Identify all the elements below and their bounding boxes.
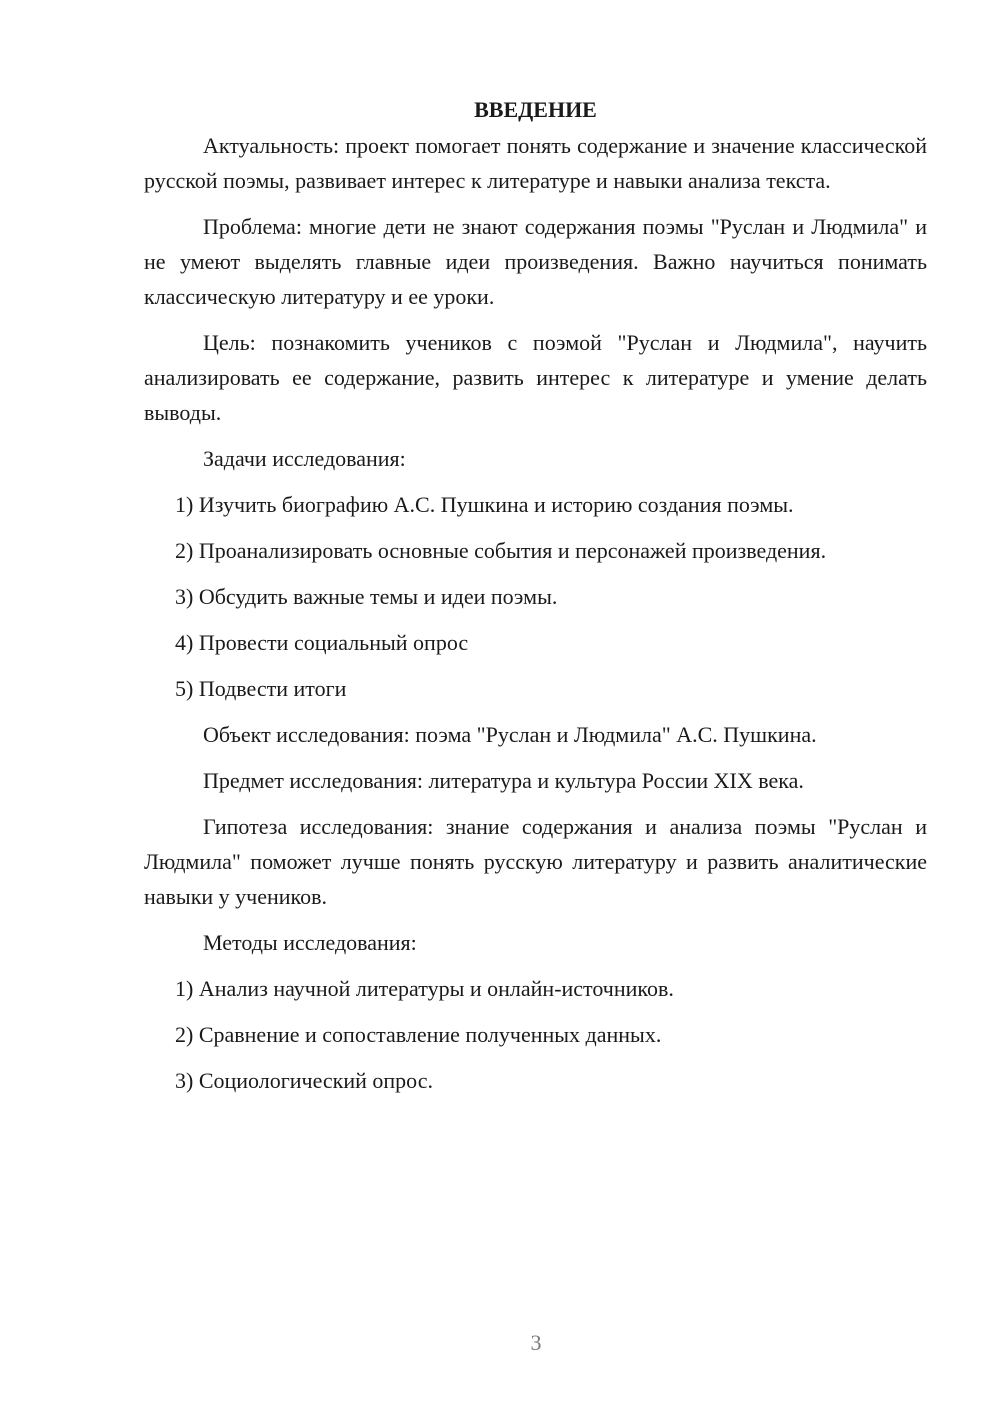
list-item: 5) Подвести итоги xyxy=(175,676,347,701)
list-item: 4) Провести социальный опрос xyxy=(175,630,469,655)
methods-list xyxy=(144,971,927,1098)
problem-paragraph: Проблема: многие дети не знают содержания поэмы "Руслан и Людмила" и не умеют выделять главные идеи произведения. Важно научиться понимать классическую литературу и ее уроки. xyxy=(144,214,927,309)
page-number: 3 xyxy=(530,1330,542,1355)
section-heading: ВВЕДЕНИЕ xyxy=(474,97,597,122)
list-item: 2) Проанализировать основные события и персонажей произведения. xyxy=(175,538,827,563)
page-content xyxy=(144,92,927,1109)
list-item: 1) Изучить биографию А.С. Пушкина и историю создания поэмы. xyxy=(175,492,794,517)
goal-paragraph: Цель: познакомить учеников с поэмой "Руслан и Людмила", научить анализировать ее содержание, развить интерес к литературе и умение делать выводы. xyxy=(144,330,927,425)
tasks-list xyxy=(144,487,927,706)
relevance-paragraph: Актуальность: проект помогает понять содержание и значение классической русской поэмы, развивает интерес к литературе и навыки анализа текста. xyxy=(144,133,927,193)
tasks-title: Задачи исследования: xyxy=(203,446,406,471)
hypothesis-paragraph: Гипотеза исследования: знание содержания и анализа поэмы "Руслан и Людмила" поможет лучше понять русскую литературу и развить аналитические навыки у учеников. xyxy=(144,814,927,909)
methods-title: Методы исследования: xyxy=(203,930,417,955)
list-item: 1) Анализ научной литературы и онлайн-источников. xyxy=(175,976,674,1001)
list-item: 2) Сравнение и сопоставление полученных данных. xyxy=(175,1022,662,1047)
list-item: 3) Обсудить важные темы и идеи поэмы. xyxy=(175,584,558,609)
subject-paragraph: Предмет исследования: литература и культура России XIX века. xyxy=(203,768,804,793)
list-item: 3) Социологический опрос. xyxy=(175,1068,433,1093)
object-paragraph: Объект исследования: поэма "Руслан и Людмила" А.С. Пушкина. xyxy=(203,722,817,747)
